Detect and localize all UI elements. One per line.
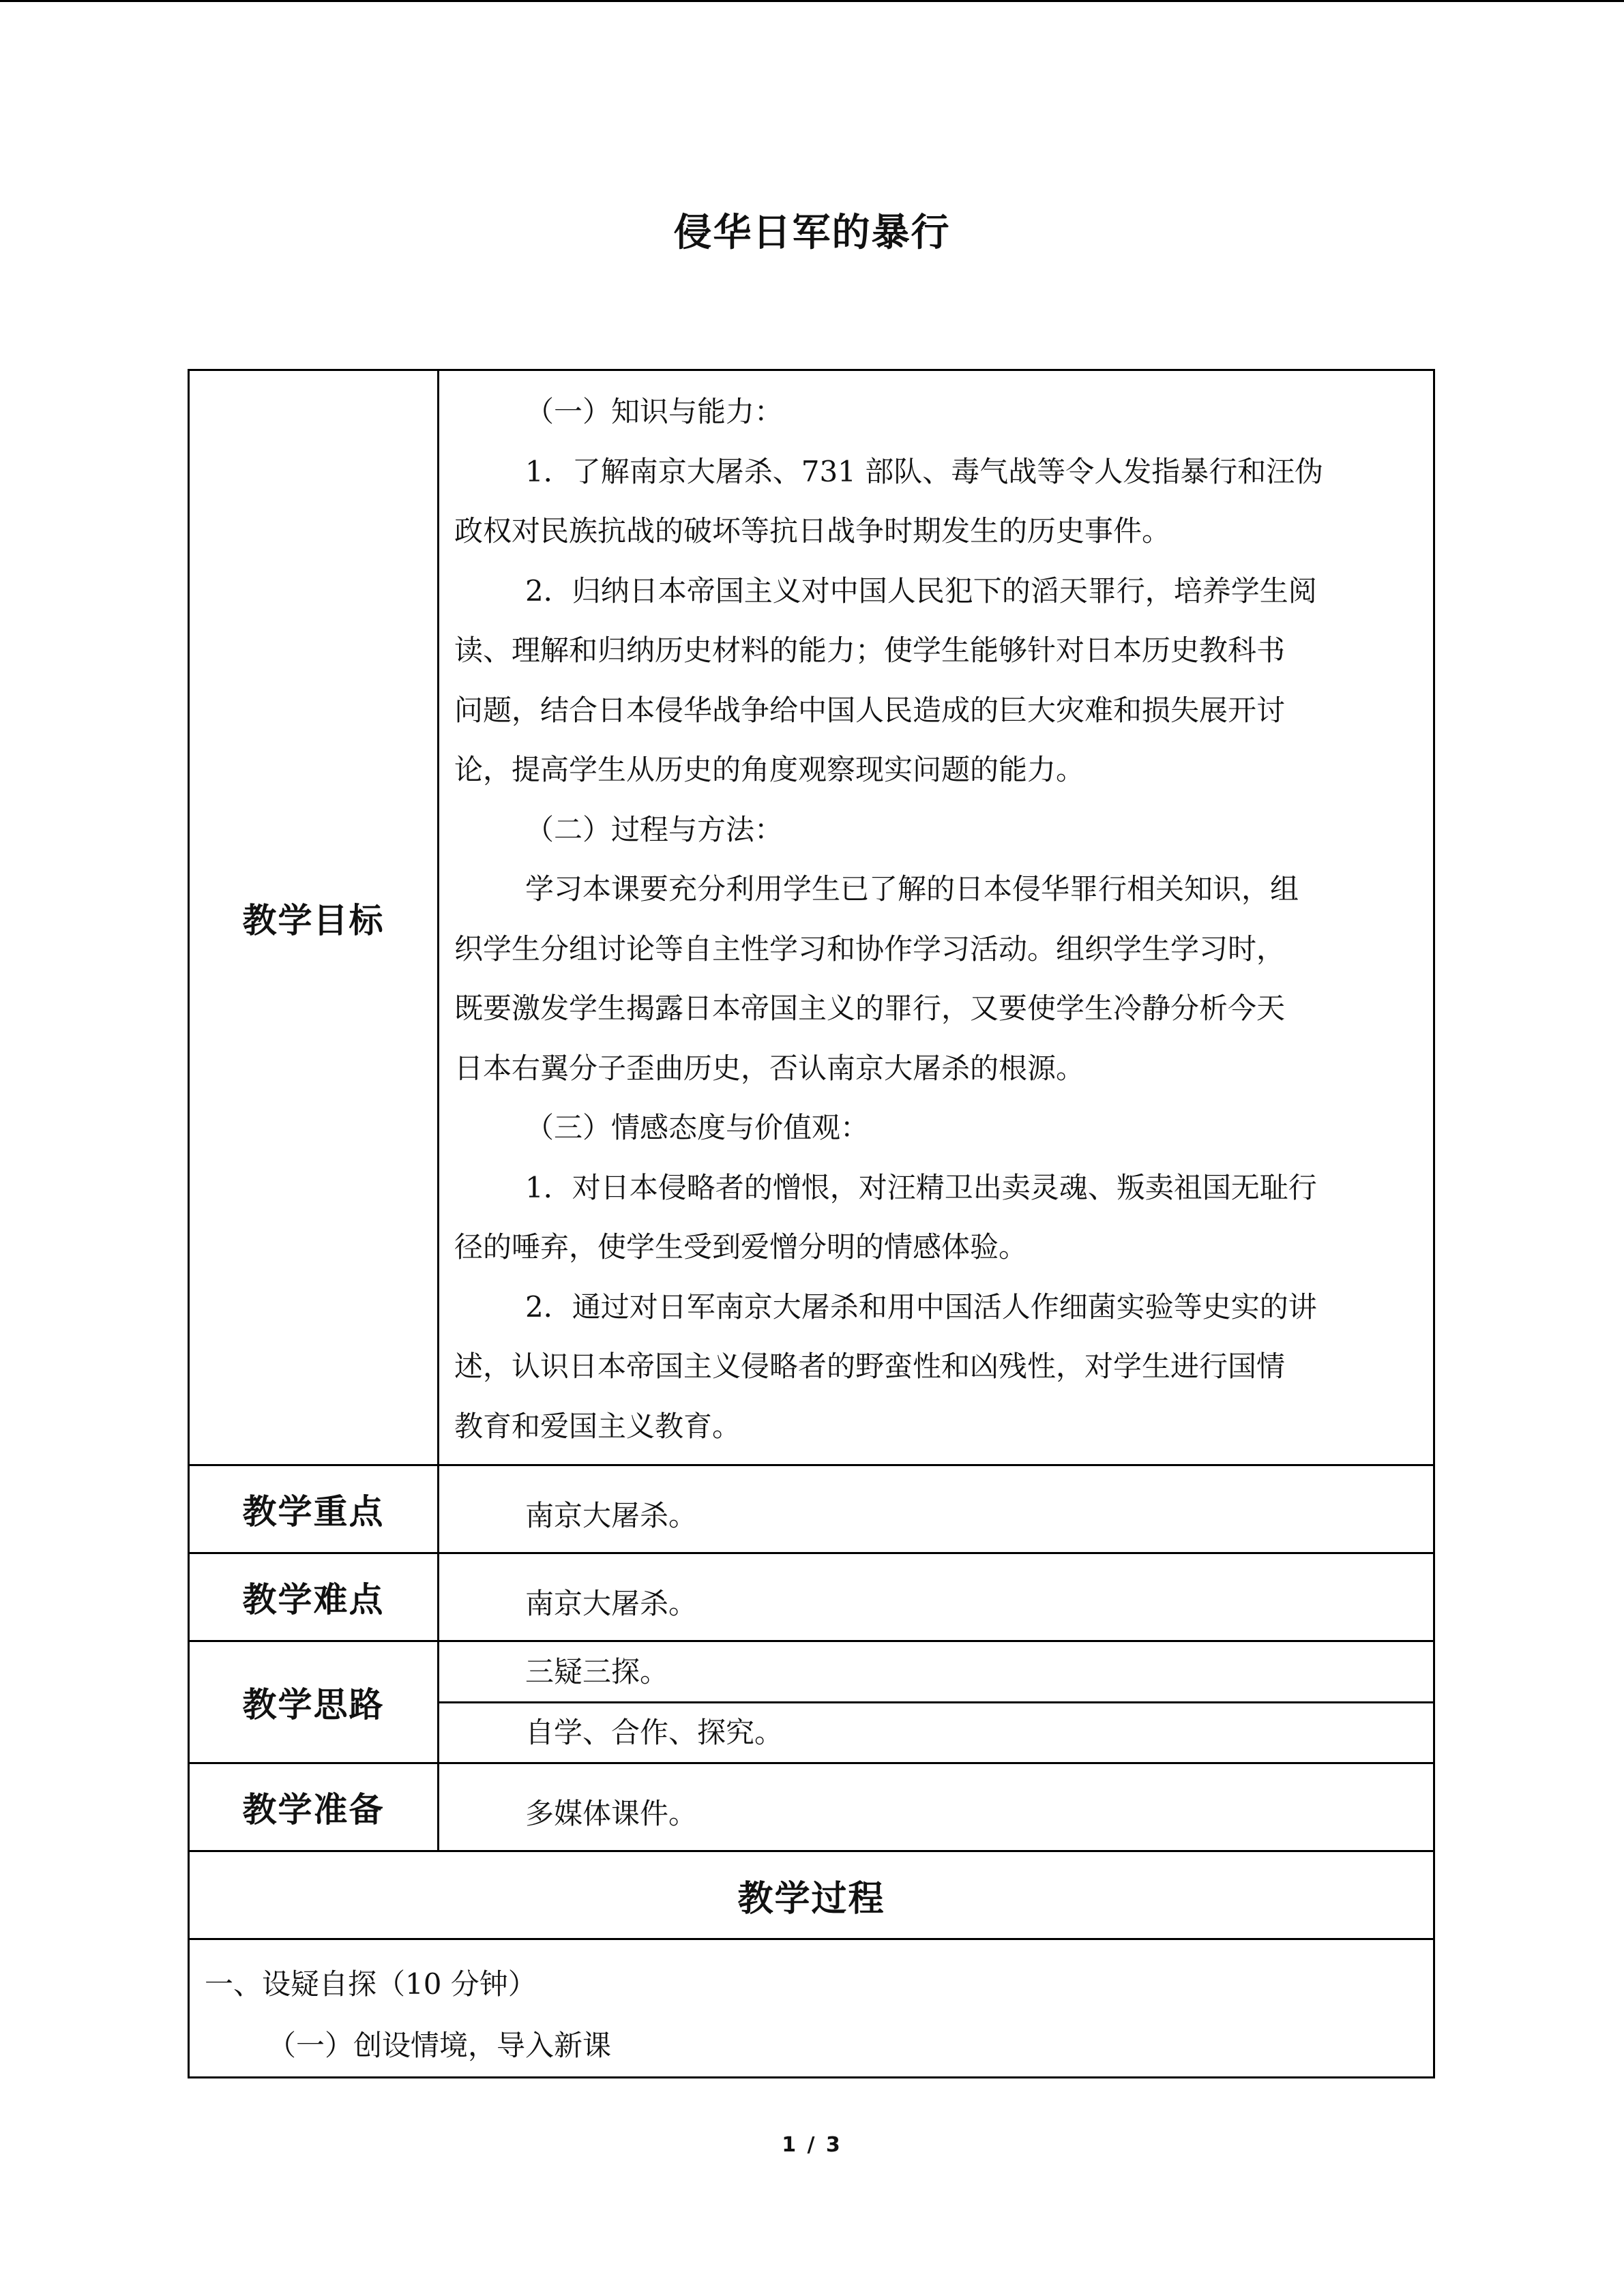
process-heading-row xyxy=(189,1851,1434,1939)
key-point-row xyxy=(189,1465,1434,1553)
objective-line: 学习本课要充分利用学生已了解的日本侵华罪行相关知识，组 xyxy=(525,872,1299,906)
difficulty-label: 教学难点 xyxy=(189,1553,439,1641)
preparation-value: 多媒体课件。 xyxy=(439,1763,1434,1851)
objective-line: 政权对民族抗战的破坏等抗日战争时期发生的历史事件。 xyxy=(454,514,1171,548)
approach-value-2: 自学、合作、探究。 xyxy=(439,1703,1434,1763)
objectives-content xyxy=(439,370,1434,1465)
difficulty-value: 南京大屠杀。 xyxy=(439,1553,1434,1641)
objective-line: 教育和爱国主义教育。 xyxy=(454,1409,741,1443)
process-content xyxy=(189,1939,1434,2078)
process-content-row xyxy=(189,1939,1434,2078)
objectives-label: 教学目标 xyxy=(189,370,439,1465)
objective-line: （二）过程与方法： xyxy=(525,812,784,846)
top-border-line xyxy=(0,0,1624,2)
objective-line: 问题，结合日本侵华战争给中国人民造成的巨大灾难和损失展开讨 xyxy=(454,693,1286,727)
difficulty-row xyxy=(189,1553,1434,1641)
objective-line: 论，提高学生从历史的角度观察现实问题的能力。 xyxy=(454,753,1085,786)
objective-line: 1．了解南京大屠杀、731 部队、毒气战等令人发指暴行和汪伪 xyxy=(525,454,1324,488)
objective-line: 日本右翼分子歪曲历史，否认南京大屠杀的根源。 xyxy=(454,1051,1085,1085)
objective-line: 径的唾弃，使学生受到爱憎分明的情感体验。 xyxy=(454,1230,1028,1264)
objective-line: 2．通过对日军南京大屠杀和用中国活人作细菌实验等史实的讲 xyxy=(525,1289,1317,1324)
lesson-plan-table xyxy=(188,369,1435,2078)
key-point-value: 南京大屠杀。 xyxy=(439,1465,1434,1553)
objective-line: （三）情感态度与价值观： xyxy=(525,1111,870,1144)
objective-line: 1．对日本侵略者的憎恨，对汪精卫出卖灵魂、叛卖祖国无耻行 xyxy=(525,1170,1317,1204)
objective-line: 织学生分组讨论等自主性学习和协作学习活动。组织学生学习时， xyxy=(454,931,1286,966)
approach-label: 教学思路 xyxy=(189,1641,439,1763)
objective-line: 2．归纳日本帝国主义对中国人民犯下的滔天罪行，培养学生阅 xyxy=(525,573,1317,608)
objective-line: 读、理解和归纳历史材料的能力；使学生能够针对日本历史教科书 xyxy=(454,633,1286,667)
page-title: 侵华日军的暴行 xyxy=(673,211,951,255)
preparation-label: 教学准备 xyxy=(189,1763,439,1851)
objective-line: （一）知识与能力： xyxy=(525,395,784,428)
approach-value-1: 三疑三探。 xyxy=(439,1641,1434,1703)
process-step-line: 一、设疑自探（10 分钟） xyxy=(205,1967,537,2001)
preparation-row xyxy=(189,1763,1434,1851)
objectives-row xyxy=(189,370,1434,1465)
key-point-label: 教学重点 xyxy=(189,1465,439,1553)
page-number: 1 / 3 xyxy=(782,2133,842,2157)
process-substep-line: （一）创设情境，导入新课 xyxy=(267,2029,612,2062)
process-heading: 教学过程 xyxy=(189,1851,1434,1939)
objective-line: 述，认识日本帝国主义侵略者的野蛮性和凶残性，对学生进行国情 xyxy=(454,1350,1286,1383)
approach-row-1 xyxy=(189,1641,1434,1703)
objective-line: 既要激发学生揭露日本帝国主义的罪行，又要使学生冷静分析今天 xyxy=(454,992,1286,1025)
